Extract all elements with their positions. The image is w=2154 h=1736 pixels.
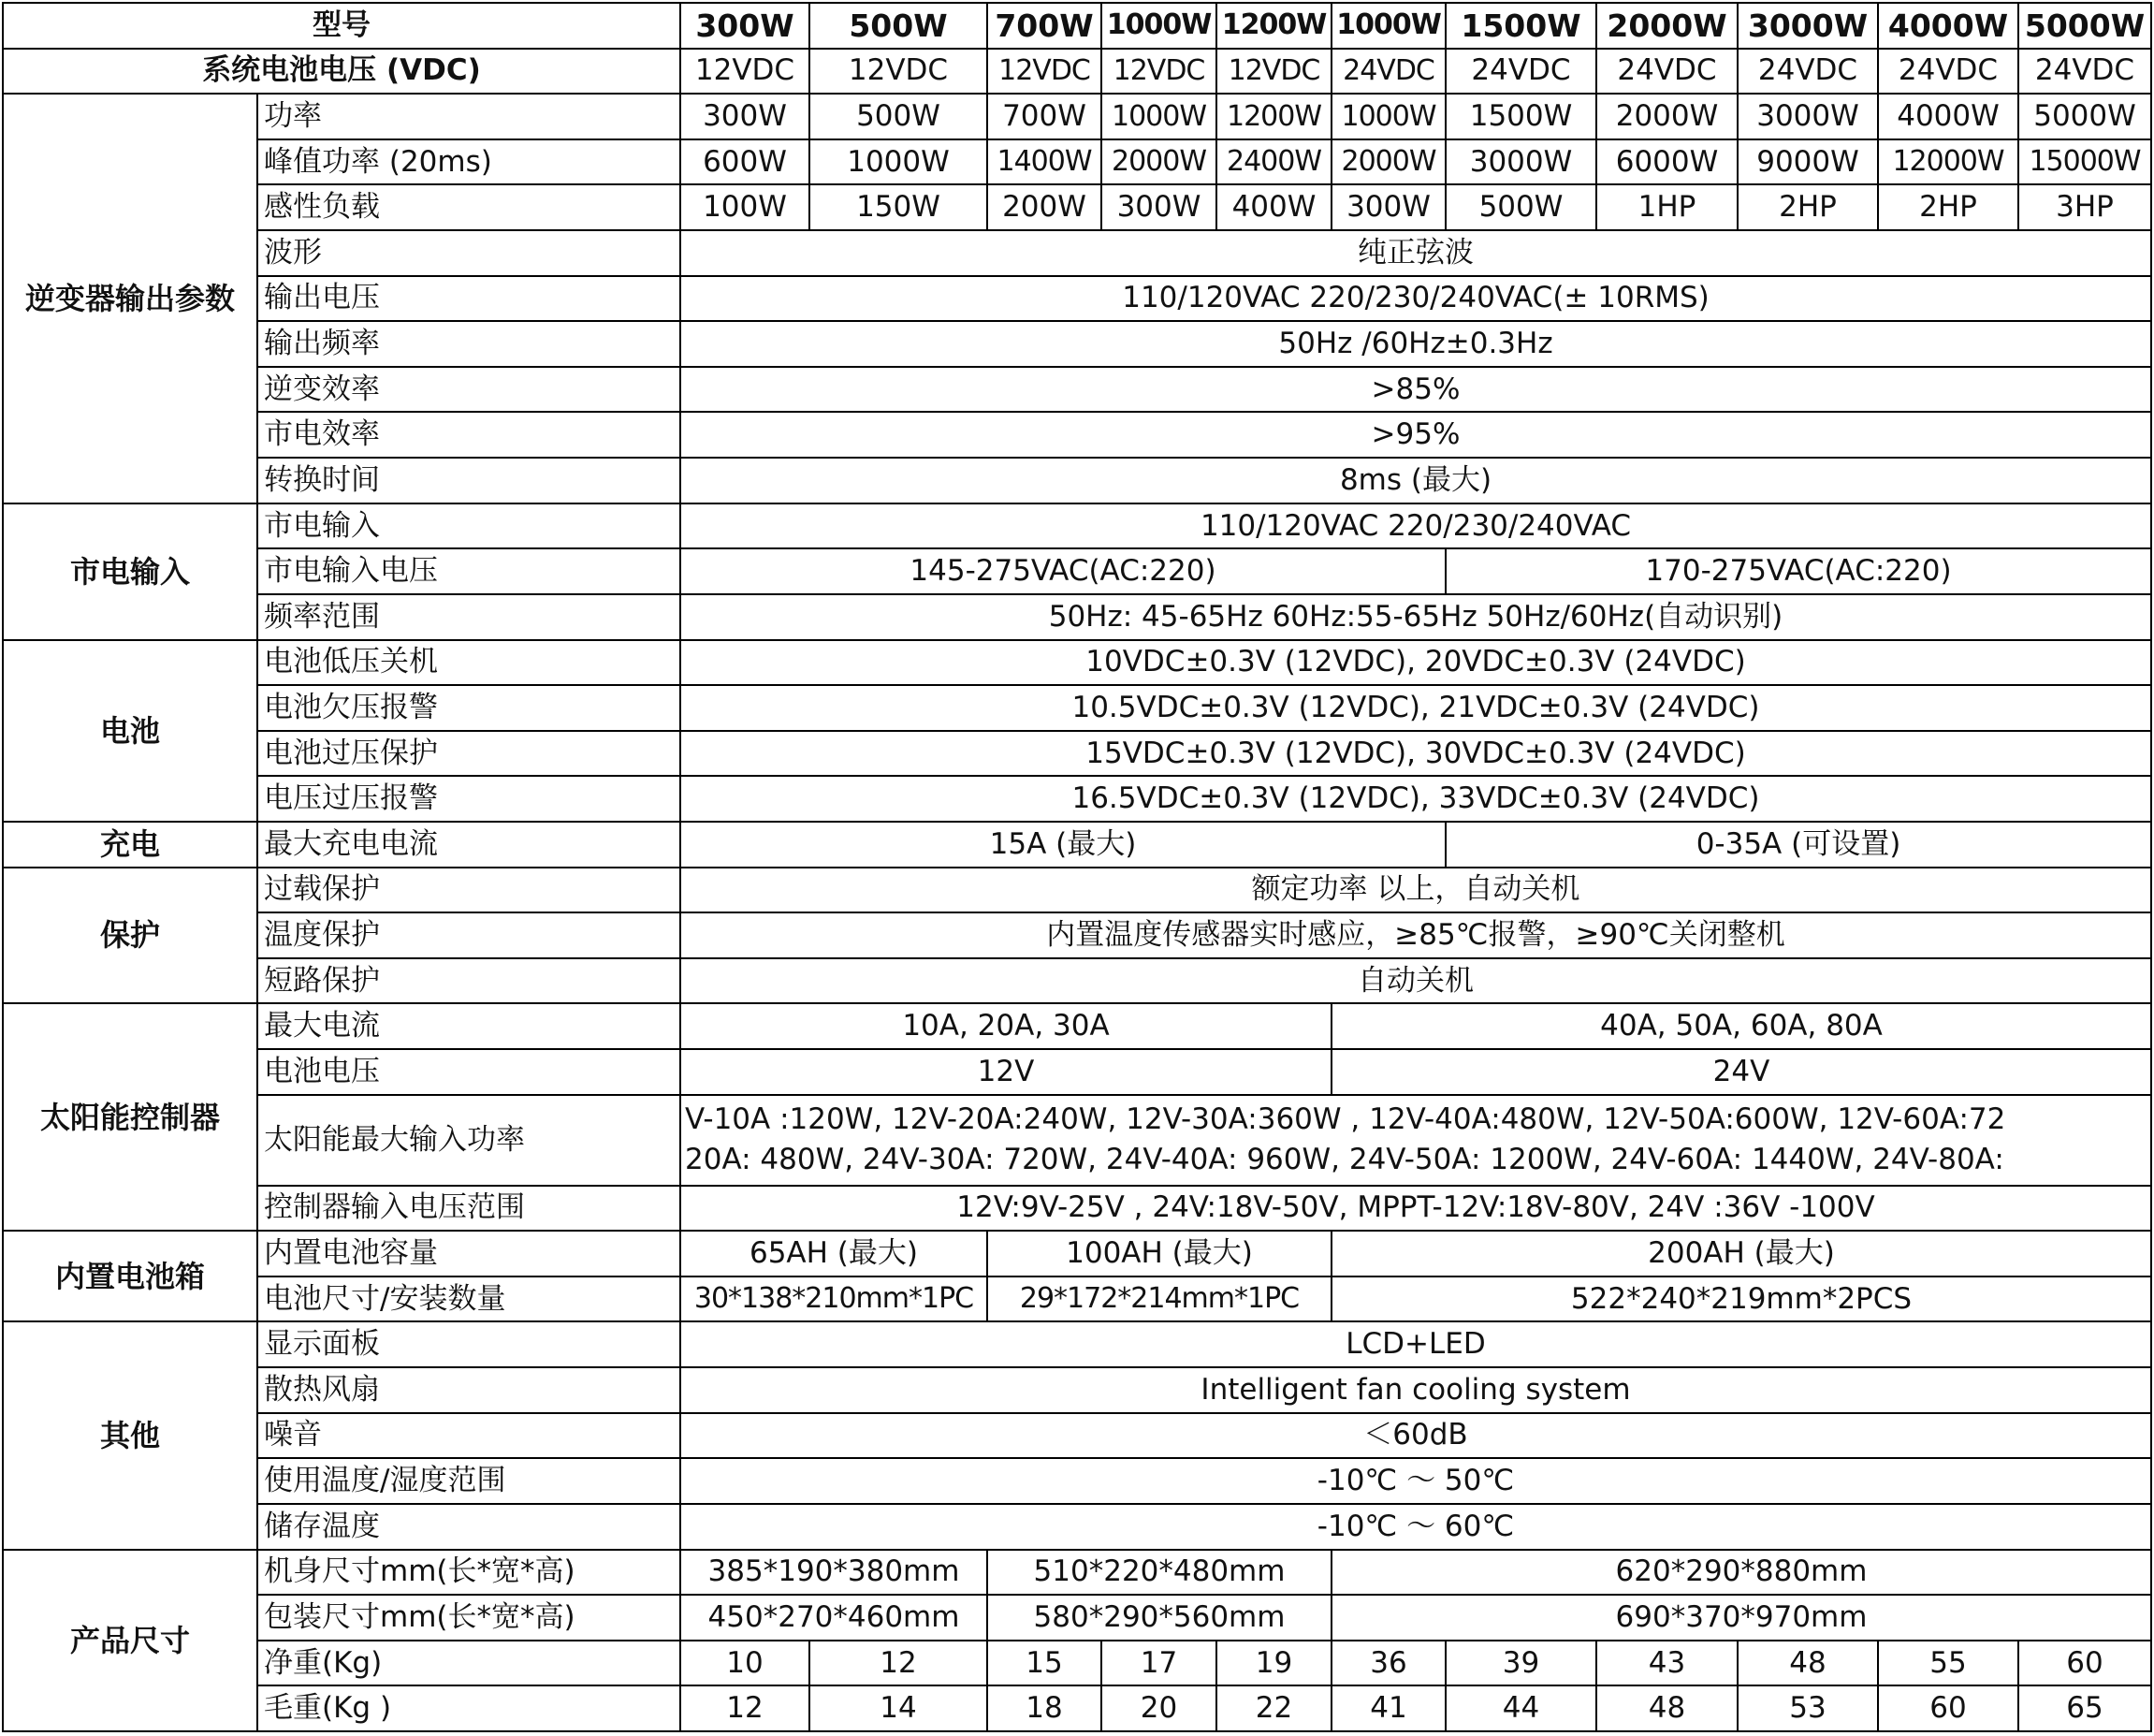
gross-weight-cell: 65 <box>2018 1685 2151 1731</box>
gross-weight-cell: 48 <box>1596 1685 1738 1731</box>
inductive-cell: 300W <box>1332 184 1446 230</box>
charging-row <box>3 822 2151 868</box>
param-label: 市电输入电压 <box>257 548 680 594</box>
display-value: LCD+LED <box>680 1321 2151 1367</box>
model-cell: 4000W <box>1878 3 2018 49</box>
category-protection: 保护 <box>3 868 257 1004</box>
output-voltage-value: 110/120VAC 220/230/240VAC(± 10RMS) <box>680 276 2151 322</box>
solar-power-value <box>680 1095 2151 1186</box>
param-label: 市电输入 <box>257 503 680 549</box>
param-label: 控制器输入电压范围 <box>257 1186 680 1232</box>
mains-eff-value: >95% <box>680 412 2151 458</box>
model-row <box>3 3 2151 49</box>
net-weight-cell: 12 <box>809 1641 987 1686</box>
param-label: 输出电压 <box>257 276 680 322</box>
param-label: 机身尺寸mm(长*宽*高) <box>257 1550 680 1596</box>
category-other: 其他 <box>3 1321 257 1549</box>
param-label: 过载保护 <box>257 868 680 913</box>
param-label: 电池电压 <box>257 1049 680 1095</box>
model-cell: 500W <box>809 3 987 49</box>
param-label: 电池过压保护 <box>257 731 680 777</box>
peak-cell: 1400W <box>987 139 1101 185</box>
box-size-a: 30*138*210mm*1PC <box>680 1276 987 1322</box>
box-capacity-c: 200AH (最大) <box>1332 1231 2151 1276</box>
output-freq-value: 50Hz /60Hz±0.3Hz <box>680 321 2151 367</box>
param-label: 电池尺寸/安装数量 <box>257 1276 680 1322</box>
param-label: 最大电流 <box>257 1003 680 1049</box>
waveform-row <box>3 230 2151 276</box>
param-label: 毛重(Kg ) <box>257 1685 680 1731</box>
battery-over-alarm-value: 16.5VDC±0.3V (12VDC), 33VDC±0.3V (24VDC) <box>680 776 2151 822</box>
operating-value: -10℃ ～ 50℃ <box>680 1458 2151 1504</box>
voltage-cell: 12VDC <box>987 49 1101 95</box>
short-protect-value: 自动关机 <box>680 958 2151 1004</box>
short-protect-row <box>3 958 2151 1004</box>
net-weight-cell: 15 <box>987 1641 1101 1686</box>
model-cell: 1200W <box>1216 3 1332 49</box>
box-capacity-a: 65AH (最大) <box>680 1231 987 1276</box>
param-label: 波形 <box>257 230 680 276</box>
category-battery: 电池 <box>3 640 257 822</box>
transfer-value: 8ms (最大) <box>680 458 2151 503</box>
package-size-a: 450*270*460mm <box>680 1595 987 1641</box>
inductive-cell: 400W <box>1216 184 1332 230</box>
solar-batt-row <box>3 1049 2151 1095</box>
category-dimensions: 产品尺寸 <box>3 1550 257 1731</box>
body-size-a: 385*190*380mm <box>680 1550 987 1596</box>
inductive-cell: 150W <box>809 184 987 230</box>
voltage-cell: 12VDC <box>1216 49 1332 95</box>
model-cell: 2000W <box>1596 3 1738 49</box>
solar-current-a: 10A, 20A, 30A <box>680 1003 1332 1049</box>
param-label: 频率范围 <box>257 594 680 640</box>
battery-over-alarm-row <box>3 776 2151 822</box>
net-weight-cell: 39 <box>1446 1641 1596 1686</box>
category-charging: 充电 <box>3 822 257 868</box>
display-row <box>3 1321 2151 1367</box>
box-size-row <box>3 1276 2151 1322</box>
mains-input-row <box>3 503 2151 549</box>
power-cell: 3000W <box>1738 94 1878 139</box>
param-label: 电池低压关机 <box>257 640 680 686</box>
solar-batt-a: 12V <box>680 1049 1332 1095</box>
battery-low-row <box>3 640 2151 686</box>
inductive-row <box>3 184 2151 230</box>
gross-weight-cell: 14 <box>809 1685 987 1731</box>
solar-range-value: 12V:9V-25V , 24V:18V-50V, MPPT-12V:18V-80V, 24V :36V -100V <box>680 1186 2151 1232</box>
mains-freq-row <box>3 594 2151 640</box>
net-weight-cell: 10 <box>680 1641 809 1686</box>
param-label: 包装尺寸mm(长*宽*高) <box>257 1595 680 1641</box>
param-label: 电池欠压报警 <box>257 685 680 731</box>
battery-over-value: 15VDC±0.3V (12VDC), 30VDC±0.3V (24VDC) <box>680 731 2151 777</box>
peak-cell: 600W <box>680 139 809 185</box>
solar-power-row <box>3 1095 2151 1186</box>
param-label: 功率 <box>257 94 680 139</box>
body-size-row <box>3 1550 2151 1596</box>
inductive-cell: 500W <box>1446 184 1596 230</box>
mains-freq-value: 50Hz: 45-65Hz 60Hz:55-65Hz 50Hz/60Hz(自动识别) <box>680 594 2151 640</box>
power-cell: 5000W <box>2018 94 2151 139</box>
solar-batt-b: 24V <box>1332 1049 2151 1095</box>
gross-weight-cell: 53 <box>1738 1685 1878 1731</box>
power-cell: 300W <box>680 94 809 139</box>
solar-range-row <box>3 1186 2151 1232</box>
voltage-cell: 24VDC <box>1738 49 1878 95</box>
mains-voltage-b: 170-275VAC(AC:220) <box>1446 548 2151 594</box>
inductive-cell: 100W <box>680 184 809 230</box>
inv-eff-value: >85% <box>680 367 2151 413</box>
inductive-cell: 200W <box>987 184 1101 230</box>
output-freq-row <box>3 321 2151 367</box>
solar-current-b: 40A, 50A, 60A, 80A <box>1332 1003 2151 1049</box>
inductive-cell: 2HP <box>1878 184 2018 230</box>
charging-a: 15A (最大) <box>680 822 1446 868</box>
output-voltage-row <box>3 276 2151 322</box>
power-cell: 2000W <box>1596 94 1738 139</box>
peak-cell: 9000W <box>1738 139 1878 185</box>
net-weight-cell: 55 <box>1878 1641 2018 1686</box>
box-size-b: 29*172*214mm*1PC <box>987 1276 1332 1322</box>
inv-eff-row <box>3 367 2151 413</box>
peak-cell: 1000W <box>809 139 987 185</box>
category-solar: 太阳能控制器 <box>3 1003 257 1231</box>
package-size-c: 690*370*970mm <box>1332 1595 2151 1641</box>
gross-weight-cell: 12 <box>680 1685 809 1731</box>
net-weight-row <box>3 1641 2151 1686</box>
gross-weight-cell: 44 <box>1446 1685 1596 1731</box>
category-mains: 市电输入 <box>3 503 257 640</box>
voltage-cell: 24VDC <box>1332 49 1446 95</box>
charging-b: 0-35A (可设置) <box>1446 822 2151 868</box>
fan-value: Intelligent fan cooling system <box>680 1367 2151 1413</box>
gross-weight-cell: 18 <box>987 1685 1101 1731</box>
param-label: 显示面板 <box>257 1321 680 1367</box>
inductive-cell: 3HP <box>2018 184 2151 230</box>
param-label: 散热风扇 <box>257 1367 680 1413</box>
spec-table <box>2 2 2152 1732</box>
body-size-c: 620*290*880mm <box>1332 1550 2151 1596</box>
voltage-cell: 12VDC <box>809 49 987 95</box>
net-weight-cell: 48 <box>1738 1641 1878 1686</box>
voltage-cell: 24VDC <box>2018 49 2151 95</box>
param-label: 市电效率 <box>257 412 680 458</box>
voltage-cell: 12VDC <box>680 49 809 95</box>
category-inverter: 逆变器输出参数 <box>3 94 257 503</box>
peak-cell: 2000W <box>1332 139 1446 185</box>
param-label: 峰值功率 (20ms) <box>257 139 680 185</box>
power-cell: 1200W <box>1216 94 1332 139</box>
category-battery-box: 内置电池箱 <box>3 1231 257 1321</box>
gross-weight-cell: 41 <box>1332 1685 1446 1731</box>
model-cell: 1000W <box>1332 3 1446 49</box>
net-weight-cell: 43 <box>1596 1641 1738 1686</box>
param-label: 净重(Kg) <box>257 1641 680 1686</box>
param-label: 转换时间 <box>257 458 680 503</box>
overload-value: 额定功率 以上，自动关机 <box>680 868 2151 913</box>
net-weight-cell: 60 <box>2018 1641 2151 1686</box>
peak-cell: 2400W <box>1216 139 1332 185</box>
transfer-row <box>3 458 2151 503</box>
temp-protect-row <box>3 912 2151 958</box>
storage-value: -10℃ ～ 60℃ <box>680 1504 2151 1550</box>
net-weight-cell: 19 <box>1216 1641 1332 1686</box>
mains-voltage-a: 145-275VAC(AC:220) <box>680 548 1446 594</box>
storage-row <box>3 1504 2151 1550</box>
power-cell: 700W <box>987 94 1101 139</box>
peak-row <box>3 139 2151 185</box>
battery-under-value: 10.5VDC±0.3V (12VDC), 21VDC±0.3V (24VDC) <box>680 685 2151 731</box>
param-label: 温度保护 <box>257 912 680 958</box>
model-cell: 1000W <box>1101 3 1216 49</box>
battery-low-value: 10VDC±0.3V (12VDC), 20VDC±0.3V (24VDC) <box>680 640 2151 686</box>
box-capacity-row <box>3 1231 2151 1276</box>
model-cell: 3000W <box>1738 3 1878 49</box>
param-label: 太阳能最大输入功率 <box>257 1095 680 1186</box>
param-label: 电压过压报警 <box>257 776 680 822</box>
model-label: 型号 <box>3 3 680 49</box>
mains-voltage-row <box>3 548 2151 594</box>
param-label: 短路保护 <box>257 958 680 1004</box>
inductive-cell: 1HP <box>1596 184 1738 230</box>
param-label: 使用温度/湿度范围 <box>257 1458 680 1504</box>
overload-row <box>3 868 2151 913</box>
param-label: 最大充电电流 <box>257 822 680 868</box>
voltage-cell: 24VDC <box>1596 49 1738 95</box>
fan-row <box>3 1367 2151 1413</box>
voltage-cell: 24VDC <box>1878 49 2018 95</box>
voltage-cell: 12VDC <box>1101 49 1216 95</box>
noise-value: ＜60dB <box>680 1413 2151 1459</box>
power-cell: 1500W <box>1446 94 1596 139</box>
battery-over-row <box>3 731 2151 777</box>
peak-cell: 15000W <box>2018 139 2151 185</box>
solar-current-row <box>3 1003 2151 1049</box>
peak-cell: 3000W <box>1446 139 1596 185</box>
param-label: 输出频率 <box>257 321 680 367</box>
solar-power-line1: V-10A :120W, 12V-20A:240W, 12V-30A:360W , 12V-40A:480W, 12V-50A:600W, 12V-60A:72 <box>685 1102 2006 1137</box>
peak-cell: 12000W <box>1878 139 2018 185</box>
box-capacity-b: 100AH (最大) <box>987 1231 1332 1276</box>
net-weight-cell: 36 <box>1332 1641 1446 1686</box>
mains-eff-row <box>3 412 2151 458</box>
gross-weight-row <box>3 1685 2151 1731</box>
param-label: 逆变效率 <box>257 367 680 413</box>
power-row <box>3 94 2151 139</box>
inductive-cell: 300W <box>1101 184 1216 230</box>
model-cell: 5000W <box>2018 3 2151 49</box>
net-weight-cell: 17 <box>1101 1641 1216 1686</box>
gross-weight-cell: 22 <box>1216 1685 1332 1731</box>
gross-weight-cell: 60 <box>1878 1685 2018 1731</box>
solar-power-line2: 20A: 480W, 24V-30A: 720W, 24V-40A: 960W, 24V-50A: 1200W, 24V-60A: 1440W, 24V-80A: <box>685 1143 2004 1177</box>
noise-row <box>3 1413 2151 1459</box>
power-cell: 500W <box>809 94 987 139</box>
param-label: 感性负载 <box>257 184 680 230</box>
package-size-row <box>3 1595 2151 1641</box>
operating-row <box>3 1458 2151 1504</box>
model-cell: 1500W <box>1446 3 1596 49</box>
peak-cell: 6000W <box>1596 139 1738 185</box>
package-size-b: 580*290*560mm <box>987 1595 1332 1641</box>
voltage-row <box>3 49 2151 95</box>
power-cell: 4000W <box>1878 94 2018 139</box>
power-cell: 1000W <box>1101 94 1216 139</box>
temp-protect-value: 内置温度传感器实时感应，≥85℃报警，≥90℃关闭整机 <box>680 912 2151 958</box>
peak-cell: 2000W <box>1101 139 1216 185</box>
voltage-label: 系统电池电压 (VDC) <box>3 49 680 95</box>
gross-weight-cell: 20 <box>1101 1685 1216 1731</box>
param-label: 内置电池容量 <box>257 1231 680 1276</box>
power-cell: 1000W <box>1332 94 1446 139</box>
battery-under-row <box>3 685 2151 731</box>
param-label: 噪音 <box>257 1413 680 1459</box>
body-size-b: 510*220*480mm <box>987 1550 1332 1596</box>
waveform-value: 纯正弦波 <box>680 230 2151 276</box>
model-cell: 300W <box>680 3 809 49</box>
param-label: 储存温度 <box>257 1504 680 1550</box>
mains-input-value: 110/120VAC 220/230/240VAC <box>680 503 2151 549</box>
model-cell: 700W <box>987 3 1101 49</box>
inductive-cell: 2HP <box>1738 184 1878 230</box>
voltage-cell: 24VDC <box>1446 49 1596 95</box>
box-size-c: 522*240*219mm*2PCS <box>1332 1276 2151 1322</box>
